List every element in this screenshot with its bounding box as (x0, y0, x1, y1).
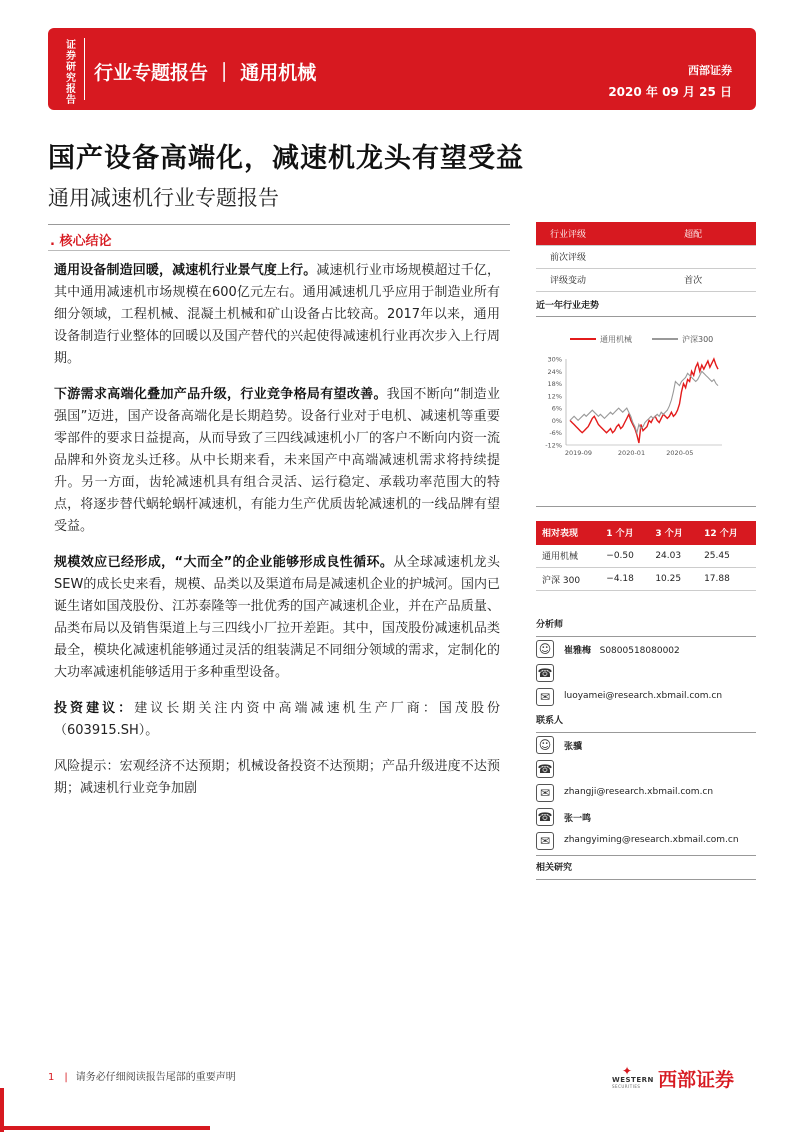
header-divider (84, 38, 85, 100)
sidebar (536, 222, 756, 880)
header-brand: 西部证券 (688, 64, 732, 77)
analyst-email-row (536, 685, 756, 709)
y-tick-label: 30% (547, 355, 562, 363)
analyst-name: 崔雅梅 (564, 646, 592, 656)
footer-separator: | (64, 1072, 68, 1083)
performance-cell: 沪深 300 (536, 568, 600, 591)
analyst-email[interactable]: luoyamei@research.xbmail.com.cn (564, 691, 723, 701)
footer-logo (612, 1064, 762, 1092)
logo-cn: 西部证券 (658, 1069, 735, 1091)
page-title: 国产设备高端化，减速机龙头有望受益 (48, 143, 524, 174)
header-side-label: 证券研究报告 (66, 40, 76, 106)
logo-en: WESTERN (612, 1076, 654, 1084)
performance-cell: 25.45 (698, 545, 756, 568)
main-body (54, 260, 500, 814)
person-icon: ☺ (536, 640, 554, 658)
trend-chart-svg (536, 317, 756, 507)
performance-header-row (536, 521, 756, 545)
x-tick-label: 2020-01 (617, 448, 646, 457)
x-tick-label: 2020-05 (666, 448, 694, 457)
contact-email-row (536, 829, 756, 853)
contact-email-row (536, 781, 756, 805)
contact-email[interactable]: zhangyiming@research.xbmail.com.cn (564, 835, 739, 845)
y-tick-label: 6% (551, 404, 562, 413)
mail-icon: ✉ (536, 688, 554, 706)
performance-header: 1 个月 (600, 521, 649, 545)
performance-cell: 通用机械 (536, 545, 600, 568)
report-type: 行业专题报告 ｜ 通用机械 (94, 62, 317, 84)
rating-value: 超配 (670, 222, 756, 245)
mail-icon: ✉ (536, 832, 554, 850)
performance-header: 相对表现 (536, 521, 600, 545)
performance-row (536, 568, 756, 591)
series-line (570, 371, 718, 432)
y-tick-label: 0% (551, 416, 562, 425)
contacts-title: 联系人 (536, 709, 756, 733)
header-banner (48, 28, 756, 110)
contact-name: 张一鸣 (564, 814, 592, 824)
person-icon: ☺ (536, 736, 554, 754)
y-tick-label: -6% (549, 428, 562, 437)
y-tick-label: 12% (547, 391, 562, 400)
phone-icon: ☎ (537, 810, 553, 824)
paragraph-2: 下游需求高端化叠加产品升级，行业竞争格局有望改善。我国不断向“制造业强国”迈进，国产设备高端化是长期趋势。设备行业对于电机、减速机等重要零部件的要求日益提高，从而导致了三四线减速机小厂的客户不断向内资一流品牌和外资龙头迁移。从中长期来看，未来国产中高端减速机需求将持续提升。另一方面，齿轮减速机具有组合灵活、运行稳定、承载功率范围大的特点，将逐步替代蜗轮蜗杆减速机，有能力生产优质齿轮减速机的一线品牌有望受益。 (54, 387, 500, 534)
contact-name-row (536, 733, 756, 757)
analyst-name-row (536, 637, 756, 661)
logo-en-sub: SECURITIES (612, 1084, 641, 1089)
core-conclusion-header (48, 224, 510, 251)
performance-cell: 17.88 (698, 568, 756, 591)
report-date: 2020 年 09 月 25 日 (608, 85, 732, 99)
rating-label: 评级变动 (536, 268, 670, 291)
core-conclusion-label: . 核心结论 (50, 234, 112, 249)
analyst-phone-row (536, 661, 756, 685)
contact-name-row (536, 805, 756, 829)
analyst-title: 分析师 (536, 613, 756, 637)
performance-cell: −0.50 (600, 545, 649, 568)
related-title: 相关研究 (536, 856, 756, 880)
performance-cell: −4.18 (600, 568, 649, 591)
performance-header: 3 个月 (649, 521, 698, 545)
analyst-license: S0800518080002 (599, 646, 680, 656)
paragraph-risk: 风险提示：宏观经济不达预期；机械设备投资不达预期；产品升级进度不达预期；减速机行业竞争加剧 (54, 759, 500, 796)
paragraph-3: 规模效应已经形成，“大而全”的企业能够形成良性循环。从全球减速机龙头SEW的成长史来看，规模、品类以及渠道布局是减速机企业的护城河。国内已诞生诸如国茂股份、江苏泰隆等一批优秀的国产减速机企业，并在产品质量、品类布局以及销售渠道上与三四线小厂拉开差距。其中，国茂股份减速机品类最全，模块化减速机能够通过灵活的组装满足不同细分领域的需求，定制化的大功率减速机能够适用于多种重型设备。 (54, 555, 500, 680)
logo-mark-icon: ✦ (622, 1064, 633, 1078)
rating-value (670, 245, 756, 268)
phone-icon: ☎ (537, 666, 553, 680)
footer-note: 请务必仔细阅读报告尾部的重要声明 (75, 1072, 236, 1083)
contact-name: 张骥 (564, 742, 583, 752)
spacer (536, 591, 756, 613)
x-tick-label: 2019-09 (564, 448, 593, 457)
page-number: 1 (48, 1072, 55, 1083)
paragraph-1: 通用设备制造回暖，减速机行业景气度上行。减速机行业市场规模超过千亿，其中通用减速机市场规模在600亿元左右。通用减速机几乎应用于制造业所有细分领域，工程机械、混凝土机械和矿山设备占比较高。2017年以来，通用设备制造行业整体的回暖以及国产替代的兴起使得减速机行业再次步入上行周期。 (54, 263, 500, 366)
rating-label: 前次评级 (536, 245, 670, 268)
rating-value: 首次 (670, 268, 756, 291)
performance-header: 12 个月 (698, 521, 756, 545)
performance-cell: 10.25 (649, 568, 698, 591)
rating-table (536, 222, 756, 292)
legend-label: 通用机械 (600, 334, 632, 344)
y-tick-label: -12% (545, 441, 562, 449)
contact-email[interactable]: zhangji@research.xbmail.com.cn (564, 787, 714, 797)
phone-icon: ☎ (537, 762, 553, 776)
contact-phone-row (536, 757, 756, 781)
footer (48, 1068, 236, 1083)
paragraph-investment: 投资建议：建议长期关注内资中高端减速机生产厂商：国茂股份（603915.SH）。 (54, 701, 500, 738)
performance-row (536, 545, 756, 568)
corner-accent-horizontal (0, 1126, 210, 1130)
rating-label: 行业评级 (536, 222, 670, 245)
y-tick-label: 24% (547, 367, 562, 376)
legend-label: 沪深300 (682, 334, 714, 344)
performance-table (536, 521, 756, 592)
rating-row (536, 268, 756, 291)
mail-icon: ✉ (536, 784, 554, 802)
page-subtitle: 通用减速机行业专题报告 (48, 186, 279, 210)
trend-chart (536, 317, 756, 507)
series-line (570, 359, 718, 443)
rating-row (536, 222, 756, 245)
y-tick-label: 18% (547, 379, 562, 388)
rating-row (536, 245, 756, 268)
trend-title: 近一年行业走势 (536, 295, 756, 317)
performance-cell: 24.03 (649, 545, 698, 568)
